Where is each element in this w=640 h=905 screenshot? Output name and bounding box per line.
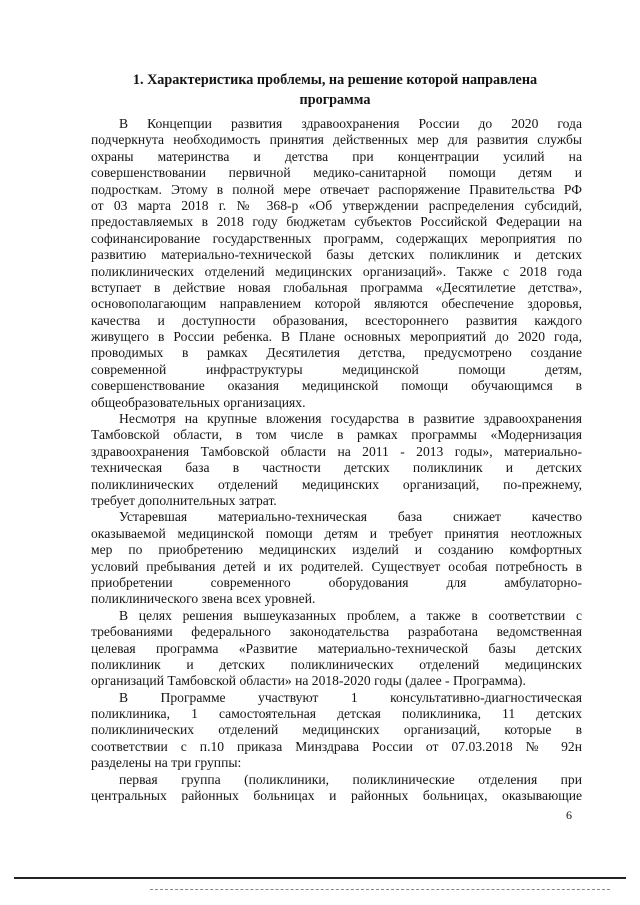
text-line: поликлиника, 1 самостоятельная детская поликлиника, 11 детских: [91, 706, 582, 722]
text-line: условий пребывания детей и их родителей. Существует особая потребность в: [91, 558, 582, 574]
text-line: Несмотря на крупные вложения государства в развитие здравоохранения: [119, 411, 582, 427]
text-line: общеобразовательных организациях.: [91, 394, 306, 410]
body-text: [91, 116, 582, 804]
text-line: совершенствование оказания медицинской помощи обучающимся в: [91, 378, 582, 394]
text-line: предоставляемых в 2018 году бюджетам субъектов Российской Федерации на: [91, 214, 582, 230]
text-line: Тамбовской области, в том числе в рамках программы «Модернизация: [91, 427, 582, 443]
text-line: центральных районных больницах и районных больницах, оказывающие: [91, 788, 582, 804]
heading-line: 1. Характеристика проблемы, на решение которой направлена: [132, 72, 538, 88]
text-line: оказываемой медицинской помощи детям и требует принятия неотложных: [91, 525, 582, 541]
text-line: вступает в действие новая глобальная программа «Десятилетие детства»,: [91, 279, 582, 295]
paragraph: [91, 509, 582, 607]
text-line: живущего в России ребенка. В Плане основных мероприятий до 2020 года,: [91, 329, 582, 345]
text-line: охраны материнства и детства при концентрации усилий на: [91, 148, 582, 164]
text-line: В Концепции развития здравоохранения России до 2020 года: [119, 116, 582, 131]
footer-divider: [14, 877, 626, 879]
paragraph: [91, 608, 582, 690]
text-line: качества и доступности образования, всестороннего развития каждого: [91, 312, 582, 328]
text-line: требованиями федерального законодательства разработана ведомственная: [91, 624, 582, 640]
text-line: софинансирование государственных программ, содержащих мероприятия по: [91, 230, 582, 246]
paragraph: [91, 690, 582, 772]
text-line: проводимых в рамках Десятилетия детства, предусмотрено создание: [91, 345, 582, 361]
text-line: целевая программа «Развитие материально-технической базы детских: [91, 640, 582, 656]
text-line: мер по приобретению медицинских изделий и созданию комфортных: [91, 542, 582, 558]
heading-line: программа: [299, 92, 371, 108]
text-line: приобретении современного оборудования для амбулаторно-: [91, 574, 582, 590]
text-line: от 03 марта 2018 г. № 368-р «Об утверждении распределения субсидий,: [91, 197, 582, 213]
text-line: техническая база в частности детских поликлиник и детских: [91, 460, 582, 476]
text-line: совершенствовании первичной медико-санитарной помощи детям и: [91, 165, 582, 181]
text-line: поликлинических отделений медицинских организаций, по-прежнему,: [91, 476, 582, 492]
text-line: подчеркнута необходимость принятия действенных мер для развития службы: [91, 132, 582, 148]
text-line: требует дополнительных затрат.: [91, 492, 277, 508]
section-heading: [96, 70, 574, 110]
text-line: первая группа (поликлиники, поликлинические отделения при: [119, 771, 582, 787]
text-line: поликлинических отделений медицинских организаций, которые в: [91, 722, 582, 738]
text-line: Устаревшая материально-техническая база снижает качество: [119, 509, 582, 525]
text-line: здравоохранения Тамбовской области на 2011 - 2013 годы», материально-: [91, 443, 582, 459]
text-line: В целях решения вышеуказанных проблем, а также в соответствии с: [119, 607, 582, 623]
footer-dashed-line: [150, 889, 610, 890]
text-line: современной инфраструктуры медицинской помощи детям,: [91, 361, 582, 377]
paragraph: [91, 116, 582, 411]
text-line: поликлиник и детских поликлинических отделений медицинских: [91, 656, 582, 672]
text-line: В Программе участвуют 1 консультативно-диагностическая: [119, 689, 582, 705]
text-line: основополагающим направлением которой являются обеспечение здоровья,: [91, 296, 582, 312]
text-line: разделены на три группы:: [91, 755, 242, 771]
paragraph: [91, 772, 582, 805]
paragraph: [91, 411, 582, 509]
text-line: поликлинического звена всех уровней.: [91, 591, 316, 607]
text-line: подросткам. Этому в полной мере отвечает распоряжение Правительства РФ: [91, 181, 582, 197]
text-line: поликлинических отделений медицинских организаций». Также с 2018 года: [91, 263, 582, 279]
text-line: организаций Тамбовской области» на 2018-2020 годы (далее - Программа).: [91, 673, 526, 689]
text-line: развитию материально-технической базы детских поликлиник и детских: [91, 247, 582, 263]
text-line: соответствии с п.10 приказа Минздрава России от 07.03.2018 № 92н: [91, 738, 582, 754]
page-number: 6: [566, 808, 572, 822]
